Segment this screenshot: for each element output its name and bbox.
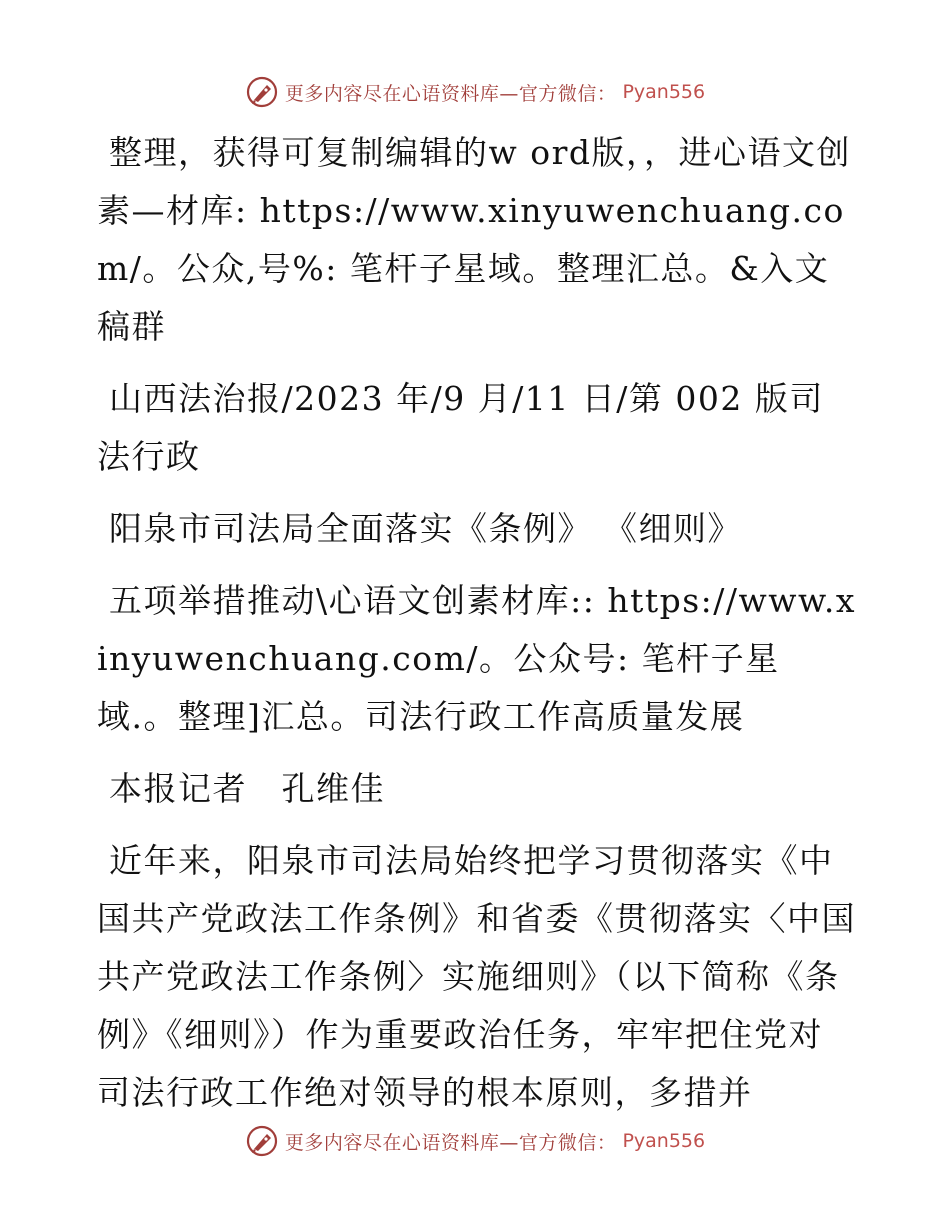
header-banner xyxy=(0,72,950,112)
banner-handle: Pyan556 xyxy=(622,1130,706,1152)
pen-nib-logo-icon xyxy=(245,75,279,109)
banner-handle: Pyan556 xyxy=(622,81,706,103)
byline: 本报记者 孔维佳 xyxy=(109,769,385,808)
banner-text: 更多内容尽在心语资料库—官方微信： xyxy=(284,1131,617,1154)
headline: 阳泉市司法局全面落实《条例》 《细则》 xyxy=(109,509,742,548)
banner-text: 更多内容尽在心语资料库—官方微信： xyxy=(284,82,617,105)
body-paragraph: 近年来，阳泉市司法局始终把学习贯彻落实《中国共产党政法工作条例》和省委《贯彻落实〈中国共产党政法工作条例〉实施细则》（以下简称《条例》《细则》）作为重要政治任务，牢牢把住党对司法行政工作绝对领导的根本原则，多措并 xyxy=(97,841,856,1112)
footer-banner xyxy=(0,1121,950,1161)
document-body xyxy=(97,124,857,1136)
source-line: 山西法治报/2023 年/9 月/11 日/第 002 版司法行政 xyxy=(97,379,824,476)
intro-paragraph: 整理，获得可复制编辑的w ord版，，进心语文创素—材库: https://www.xinyuwenchuang.com/。公众,号%: 笔杆子星域。整理汇总。&入文稿群 xyxy=(97,133,852,346)
subheadline: 五项举措推动\心语文创素材库:: https://www.xinyuwenchuang.com/。公众号: 笔杆子星域.。整理]汇总。司法行政工作高质量发展 xyxy=(97,581,856,736)
pen-nib-logo-icon xyxy=(245,1124,279,1158)
